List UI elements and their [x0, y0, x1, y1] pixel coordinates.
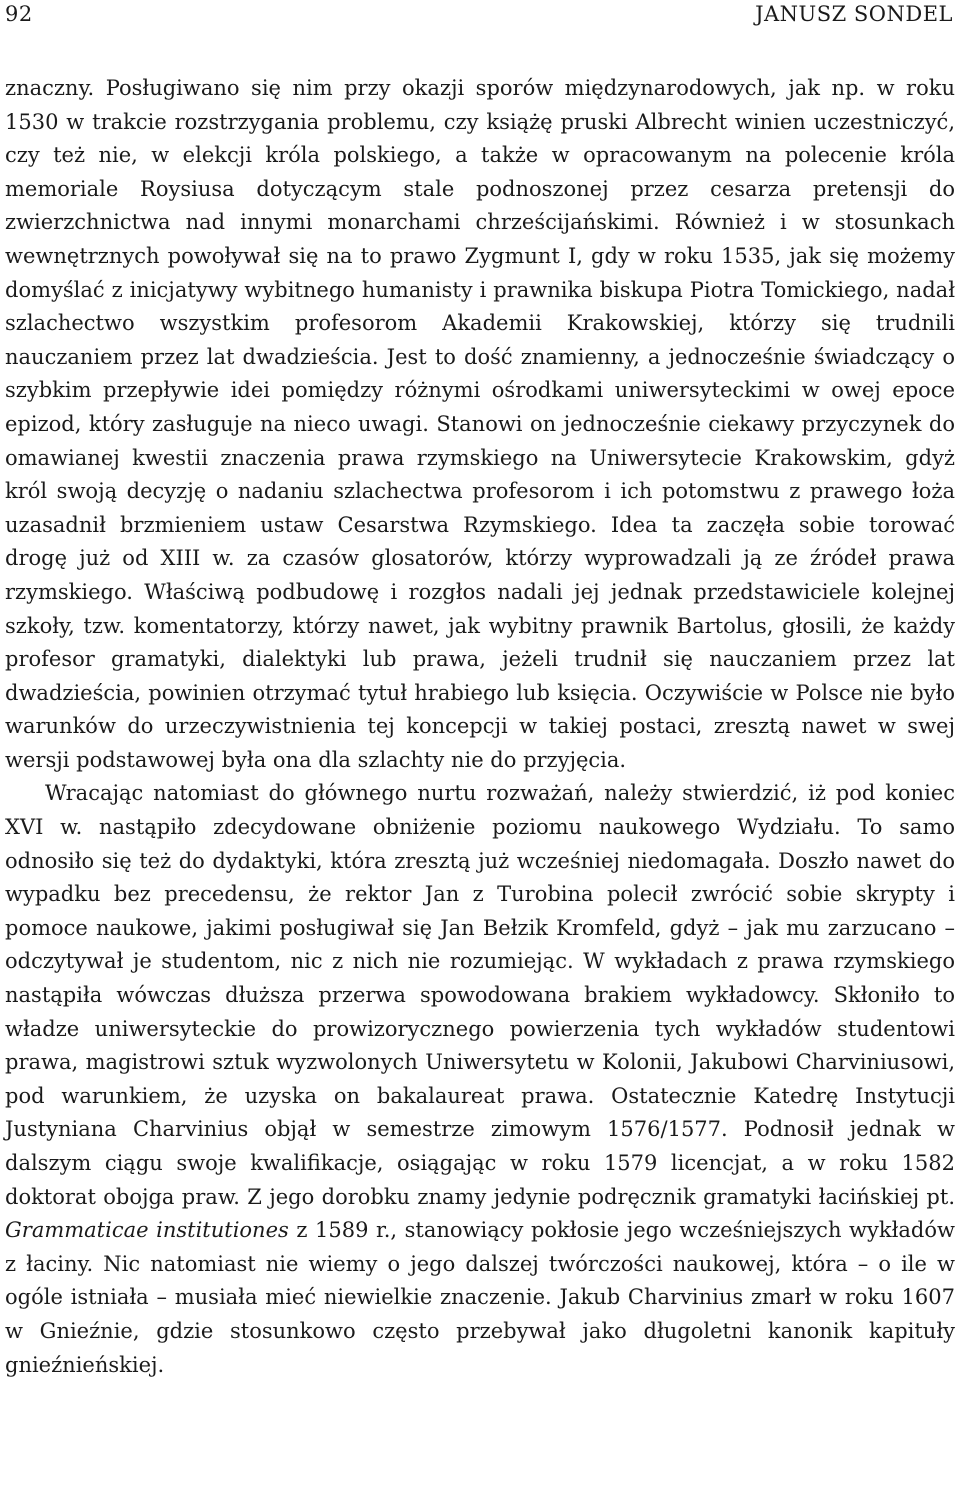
- running-header: [5, 2, 955, 32]
- page-number: 92: [5, 2, 33, 26]
- paragraph-2: [5, 777, 955, 1382]
- paragraph-2-text-before-title: Wracając natomiast do głównego nurtu rozważań, należy stwierdzić, iż pod koniec XVI w. nastąpiło zdecydowane obniżenie poziomu naukowego Wydziału. To samo odnosiło się też do dydaktyki, która zresztą już wcześniej niedomagała. Doszło nawet do wypadku bez precedensu, że rektor Jan z Turobina polecił zwrócić sobie skrypty i pomoce naukowe, jakimi posługiwał się Jan Bełzik Kromfeld, gdyż – jak mu zarzucano – odczytywał je studentom, nic z nich nie rozumiejąc. W wykładach z prawa rzymskiego nastąpiła wówczas dłuższa przerwa spowodowana brakiem wykładowcy. Skłoniło to władze uniwersyteckie do prowizorycznego powierzenia tych wykładów studentowi prawa, magistrowi sztuk wyzwolonych Uniwersytetu w Kolonii, Jakubowi Charviniusowi, pod warunkiem, że uzyska on bakalaureat prawa. Ostatecznie Katedrę Instytucji Justyniana Charvinius objął w semestrze zimowym 1576/1577. Podnosił jednak w dalszym ciągu swoje kwalifikacje, osiągając w roku 1579 licencjat, a w roku 1582 doktorat obojga praw. Z jego dorobku znamy jedynie podręcznik gramatyki łacińskiej pt.: [5, 781, 955, 1209]
- body-text: [5, 72, 955, 1382]
- running-title: JANUSZ SONDEL: [755, 2, 953, 26]
- book-title: Grammaticae institutiones: [5, 1218, 289, 1243]
- paragraph-2-text-after-title: z 1589 r., stanowiący pokłosie jego wcześniejszych wykładów z łaciny. Nic natomiast nie wiemy o jego dalszej twórczości naukowej, która – o ile w ogóle istniała – musiała mieć niewielkie znaczenie. Jakub Charvinius zmarł w roku 1607 w Gnieźnie, gdzie stosunkowo często przebywał jako długoletni kanonik kapituły gnieźnieńskiej.: [5, 1218, 955, 1377]
- book-page: [5, 0, 955, 1486]
- paragraph-1: znaczny. Posługiwano się nim przy okazji sporów międzynarodowych, jak np. w roku 1530 w trakcie rozstrzygania problemu, czy książę pruski Albrecht winien uczestniczyć, czy też nie, w elekcji króla polskiego, a także w opracowanym na polecenie króla memoriale Roysiusa dotyczącym stale podnoszonej przez cesarza pretensji do zwierzchnictwa nad innymi monarchami chrześcijańskimi. Również i w stosunkach wewnętrznych powoływał się na to prawo Zygmunt I, gdy w roku 1535, jak się możemy domyślać z inicjatywy wybitnego humanisty i prawnika biskupa Piotra Tomickiego, nadał szlachectwo wszystkim profesorom Akademii Krakowskiej, którzy się trudnili nauczaniem przez lat dwadzieścia. Jest to dość znamienny, a jednocześnie świadczący o szybkim przepływie idei pomiędzy różnymi ośrodkami uniwersyteckimi w owej epoce epizod, który zasługuje na nieco uwagi. Stanowi on jednocześnie ciekawy przyczynek do omawianej kwestii znaczenia prawa rzymskiego na Uniwersytecie Krakowskim, gdyż król swoją decyzję o nadaniu szlachectwa profesorom i ich potomstwu z prawego łoża uzasadnił brzmieniem ustaw Cesarstwa Rzymskiego. Idea ta zaczęła sobie torować drogę już od XIII w. za czasów glosatorów, którzy wyprowadzali ją ze źródeł prawa rzymskiego. Właściwą podbudowę i rozgłos nadali jej jednak przedstawiciele kolejnej szkoły, tzw. komentatorzy, którzy nawet, jak wybitny prawnik Bartolus, głosili, że każdy profesor gramatyki, dialektyki lub prawa, jeżeli trudnił się nauczaniem przez lat dwadzieścia, powinien otrzymać tytuł hrabiego lub księcia. Oczywiście w Polsce nie było warunków do urzeczywistnienia tej koncepcji w takiej postaci, zresztą nawet w swej wersji podstawowej była ona dla szlachty nie do przyjęcia.: [5, 76, 955, 772]
